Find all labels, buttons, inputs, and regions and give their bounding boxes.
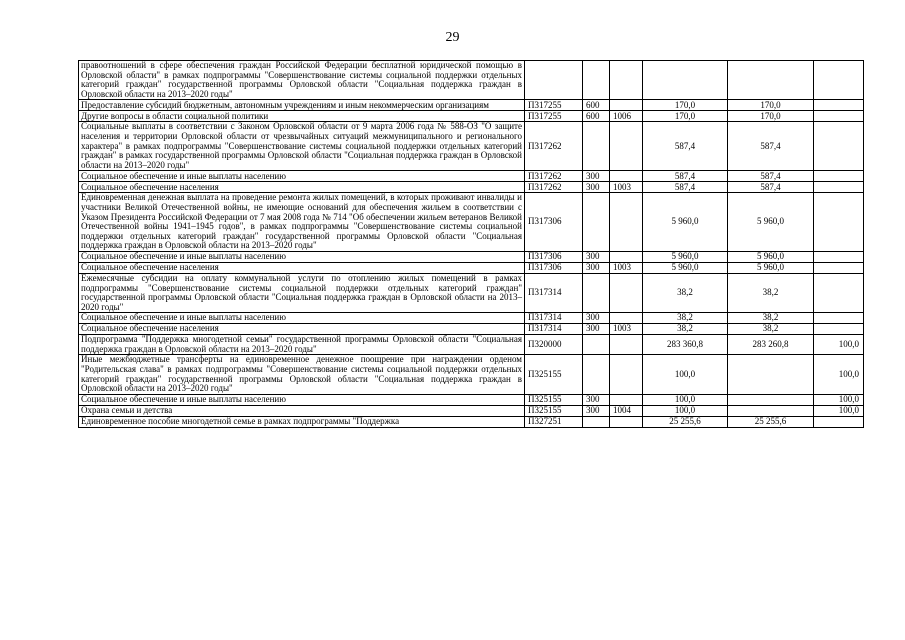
row-name-cell: Другие вопросы в области социальной политики — [79, 111, 525, 122]
planned-sum-cell: 587,4 — [643, 122, 728, 171]
planned-sum-cell — [643, 61, 728, 100]
budget-table — [78, 60, 864, 428]
section-code-cell — [610, 273, 643, 312]
expense-type-cell: 600 — [583, 111, 610, 122]
target-code-cell: П317314 — [525, 313, 583, 324]
table-row — [79, 324, 864, 335]
row-name-cell: Социальное обеспечение населения — [79, 182, 525, 193]
section-code-cell: 1003 — [610, 262, 643, 273]
executed-sum-cell — [728, 405, 814, 416]
planned-sum-cell: 38,2 — [643, 313, 728, 324]
expense-type-cell: 300 — [583, 324, 610, 335]
row-name-cell: Социальные выплаты в соответствии с Законом Орловской области от 9 марта 2006 года № 588-ОЗ "О защите населения и территории Орловской области от чрезвычайных ситуаций межмуниципального и регионального характера" в рамках подпрограммы "Совершенствование системы социальной поддержки отдельных категорий граждан" в рамках государственной программы Орловской области "Социальная поддержка граждан в Орловской области на 2013–2020 годы" — [79, 122, 525, 171]
section-code-cell — [610, 171, 643, 182]
table-row — [79, 61, 864, 100]
expense-type-cell — [583, 122, 610, 171]
table-row — [79, 100, 864, 111]
page-number: 29 — [445, 30, 460, 45]
target-code-cell: П317306 — [525, 251, 583, 262]
table-row — [79, 111, 864, 122]
expense-type-cell: 300 — [583, 182, 610, 193]
executed-sum-cell: 38,2 — [728, 313, 814, 324]
table-row — [79, 262, 864, 273]
expense-type-cell: 300 — [583, 313, 610, 324]
percent-cell: 100,0 — [814, 335, 864, 355]
table-row — [79, 251, 864, 262]
planned-sum-cell: 587,4 — [643, 171, 728, 182]
executed-sum-cell: 587,4 — [728, 122, 814, 171]
target-code-cell: П317262 — [525, 171, 583, 182]
planned-sum-cell: 100,0 — [643, 394, 728, 405]
table-row — [79, 405, 864, 416]
target-code-cell: П317262 — [525, 182, 583, 193]
executed-sum-cell: 283 260,8 — [728, 335, 814, 355]
percent-cell — [814, 273, 864, 312]
section-code-cell — [610, 122, 643, 171]
planned-sum-cell: 587,4 — [643, 182, 728, 193]
section-code-cell: 1006 — [610, 111, 643, 122]
percent-cell — [814, 313, 864, 324]
percent-cell — [814, 416, 864, 427]
percent-cell — [814, 251, 864, 262]
section-code-cell — [610, 100, 643, 111]
row-name-cell: Социальное обеспечение населения — [79, 262, 525, 273]
target-code-cell: П317255 — [525, 111, 583, 122]
table-row — [79, 182, 864, 193]
expense-type-cell: 600 — [583, 100, 610, 111]
table-row — [79, 355, 864, 394]
row-name-cell: Социальное обеспечение и иные выплаты населению — [79, 251, 525, 262]
executed-sum-cell: 170,0 — [728, 111, 814, 122]
table-row — [79, 122, 864, 171]
expense-type-cell — [583, 335, 610, 355]
executed-sum-cell: 38,2 — [728, 324, 814, 335]
target-code-cell: П317314 — [525, 273, 583, 312]
executed-sum-cell: 25 255,6 — [728, 416, 814, 427]
table-row — [79, 416, 864, 427]
row-name-cell: Социальное обеспечение населения — [79, 324, 525, 335]
percent-cell: 100,0 — [814, 405, 864, 416]
row-name-cell: Ежемесячные субсидии на оплату коммунальной услуги по отоплению жилых помещений в рамках подпрограммы "Совершенствование системы социальной поддержки отдельных категорий граждан" государственной программы Орловской области "Социальная поддержка граждан в Орловской области на 2013–2020 годы" — [79, 273, 525, 312]
table-row — [79, 335, 864, 355]
planned-sum-cell: 100,0 — [643, 355, 728, 394]
expense-type-cell — [583, 193, 610, 252]
executed-sum-cell: 587,4 — [728, 182, 814, 193]
row-name-cell: Единовременная денежная выплата на проведение ремонта жилых помещений, в которых проживают инвалиды и участники Великой Отечественной войны, не имеющие оснований для обеспечения жильем в соответствии с Указом Президента Российской Федерации от 7 мая 2008 года № 714 "Об обеспечении жильем ветеранов Великой Отечественной войны 1941–1945 годов", в рамках подпрограммы "Совершенствование системы социальной поддержки отдельных категорий граждан" государственной программы Орловской области "Социальная поддержка граждан в Орловской области на 2013–2020 годы" — [79, 193, 525, 252]
planned-sum-cell: 38,2 — [643, 273, 728, 312]
target-code-cell: П325155 — [525, 405, 583, 416]
target-code-cell: П317314 — [525, 324, 583, 335]
executed-sum-cell: 38,2 — [728, 273, 814, 312]
executed-sum-cell — [728, 394, 814, 405]
executed-sum-cell: 5 960,0 — [728, 262, 814, 273]
section-code-cell — [610, 313, 643, 324]
planned-sum-cell: 5 960,0 — [643, 193, 728, 252]
percent-cell — [814, 100, 864, 111]
row-name-cell: Социальное обеспечение и иные выплаты населению — [79, 171, 525, 182]
executed-sum-cell — [728, 61, 814, 100]
section-code-cell: 1004 — [610, 405, 643, 416]
expense-type-cell — [583, 416, 610, 427]
table-row — [79, 171, 864, 182]
target-code-cell: П317255 — [525, 100, 583, 111]
expense-type-cell: 300 — [583, 262, 610, 273]
percent-cell — [814, 193, 864, 252]
planned-sum-cell: 25 255,6 — [643, 416, 728, 427]
percent-cell — [814, 61, 864, 100]
planned-sum-cell: 38,2 — [643, 324, 728, 335]
percent-cell — [814, 111, 864, 122]
percent-cell: 100,0 — [814, 355, 864, 394]
executed-sum-cell: 587,4 — [728, 171, 814, 182]
executed-sum-cell: 170,0 — [728, 100, 814, 111]
executed-sum-cell: 5 960,0 — [728, 251, 814, 262]
executed-sum-cell — [728, 355, 814, 394]
table-row — [79, 273, 864, 312]
table-row — [79, 313, 864, 324]
planned-sum-cell: 100,0 — [643, 405, 728, 416]
expense-type-cell — [583, 355, 610, 394]
row-name-cell: Предоставление субсидий бюджетным, автономным учреждениям и иным некоммерческим организациям — [79, 100, 525, 111]
row-name-cell: Социальное обеспечение и иные выплаты населению — [79, 394, 525, 405]
expense-type-cell: 300 — [583, 405, 610, 416]
row-name-cell: правоотношений в сфере обеспечения граждан Российской Федерации бесплатной юридической помощью в Орловской области" в рамках подпрограммы "Совершенствование системы социальной поддержки отдельных категорий граждан" государственной программы Орловской области "Социальная поддержка граждан в Орловской области на 2013–2020 годы" — [79, 61, 525, 100]
section-code-cell — [610, 251, 643, 262]
percent-cell — [814, 122, 864, 171]
percent-cell — [814, 182, 864, 193]
planned-sum-cell: 5 960,0 — [643, 251, 728, 262]
row-name-cell: Подпрограмма "Поддержка многодетной семьи" государственной программы Орловской области "Социальная поддержка граждан в Орловской области на 2013–2020 годы" — [79, 335, 525, 355]
target-code-cell — [525, 61, 583, 100]
expense-type-cell — [583, 61, 610, 100]
target-code-cell: П317306 — [525, 262, 583, 273]
section-code-cell — [610, 355, 643, 394]
section-code-cell — [610, 394, 643, 405]
row-name-cell: Социальное обеспечение и иные выплаты населению — [79, 313, 525, 324]
expense-type-cell: 300 — [583, 171, 610, 182]
target-code-cell: П320000 — [525, 335, 583, 355]
percent-cell — [814, 324, 864, 335]
table-body — [79, 61, 864, 428]
target-code-cell: П325155 — [525, 355, 583, 394]
section-code-cell — [610, 416, 643, 427]
section-code-cell: 1003 — [610, 324, 643, 335]
planned-sum-cell: 5 960,0 — [643, 262, 728, 273]
expense-type-cell: 300 — [583, 394, 610, 405]
planned-sum-cell: 170,0 — [643, 100, 728, 111]
target-code-cell: П317306 — [525, 193, 583, 252]
row-name-cell: Иные межбюджетные трансферты на единовременное денежное поощрение при награждении орденом "Родительская слава" в рамках подпрограммы "Совершенствование системы социальной поддержки отдельных категорий граждан" государственной программы Орловской области "Социальная поддержка граждан в Орловской области на 2013–2020 годы" — [79, 355, 525, 394]
table-row — [79, 193, 864, 252]
percent-cell: 100,0 — [814, 394, 864, 405]
row-name-cell: Охрана семьи и детства — [79, 405, 525, 416]
table-row — [79, 394, 864, 405]
expense-type-cell — [583, 273, 610, 312]
section-code-cell — [610, 193, 643, 252]
row-name-cell: Единовременное пособие многодетной семье в рамках подпрограммы "Поддержка — [79, 416, 525, 427]
target-code-cell: П325155 — [525, 394, 583, 405]
target-code-cell: П327251 — [525, 416, 583, 427]
section-code-cell: 1003 — [610, 182, 643, 193]
target-code-cell: П317262 — [525, 122, 583, 171]
section-code-cell — [610, 335, 643, 355]
planned-sum-cell: 170,0 — [643, 111, 728, 122]
section-code-cell — [610, 61, 643, 100]
planned-sum-cell: 283 360,8 — [643, 335, 728, 355]
percent-cell — [814, 262, 864, 273]
expense-type-cell: 300 — [583, 251, 610, 262]
percent-cell — [814, 171, 864, 182]
executed-sum-cell: 5 960,0 — [728, 193, 814, 252]
